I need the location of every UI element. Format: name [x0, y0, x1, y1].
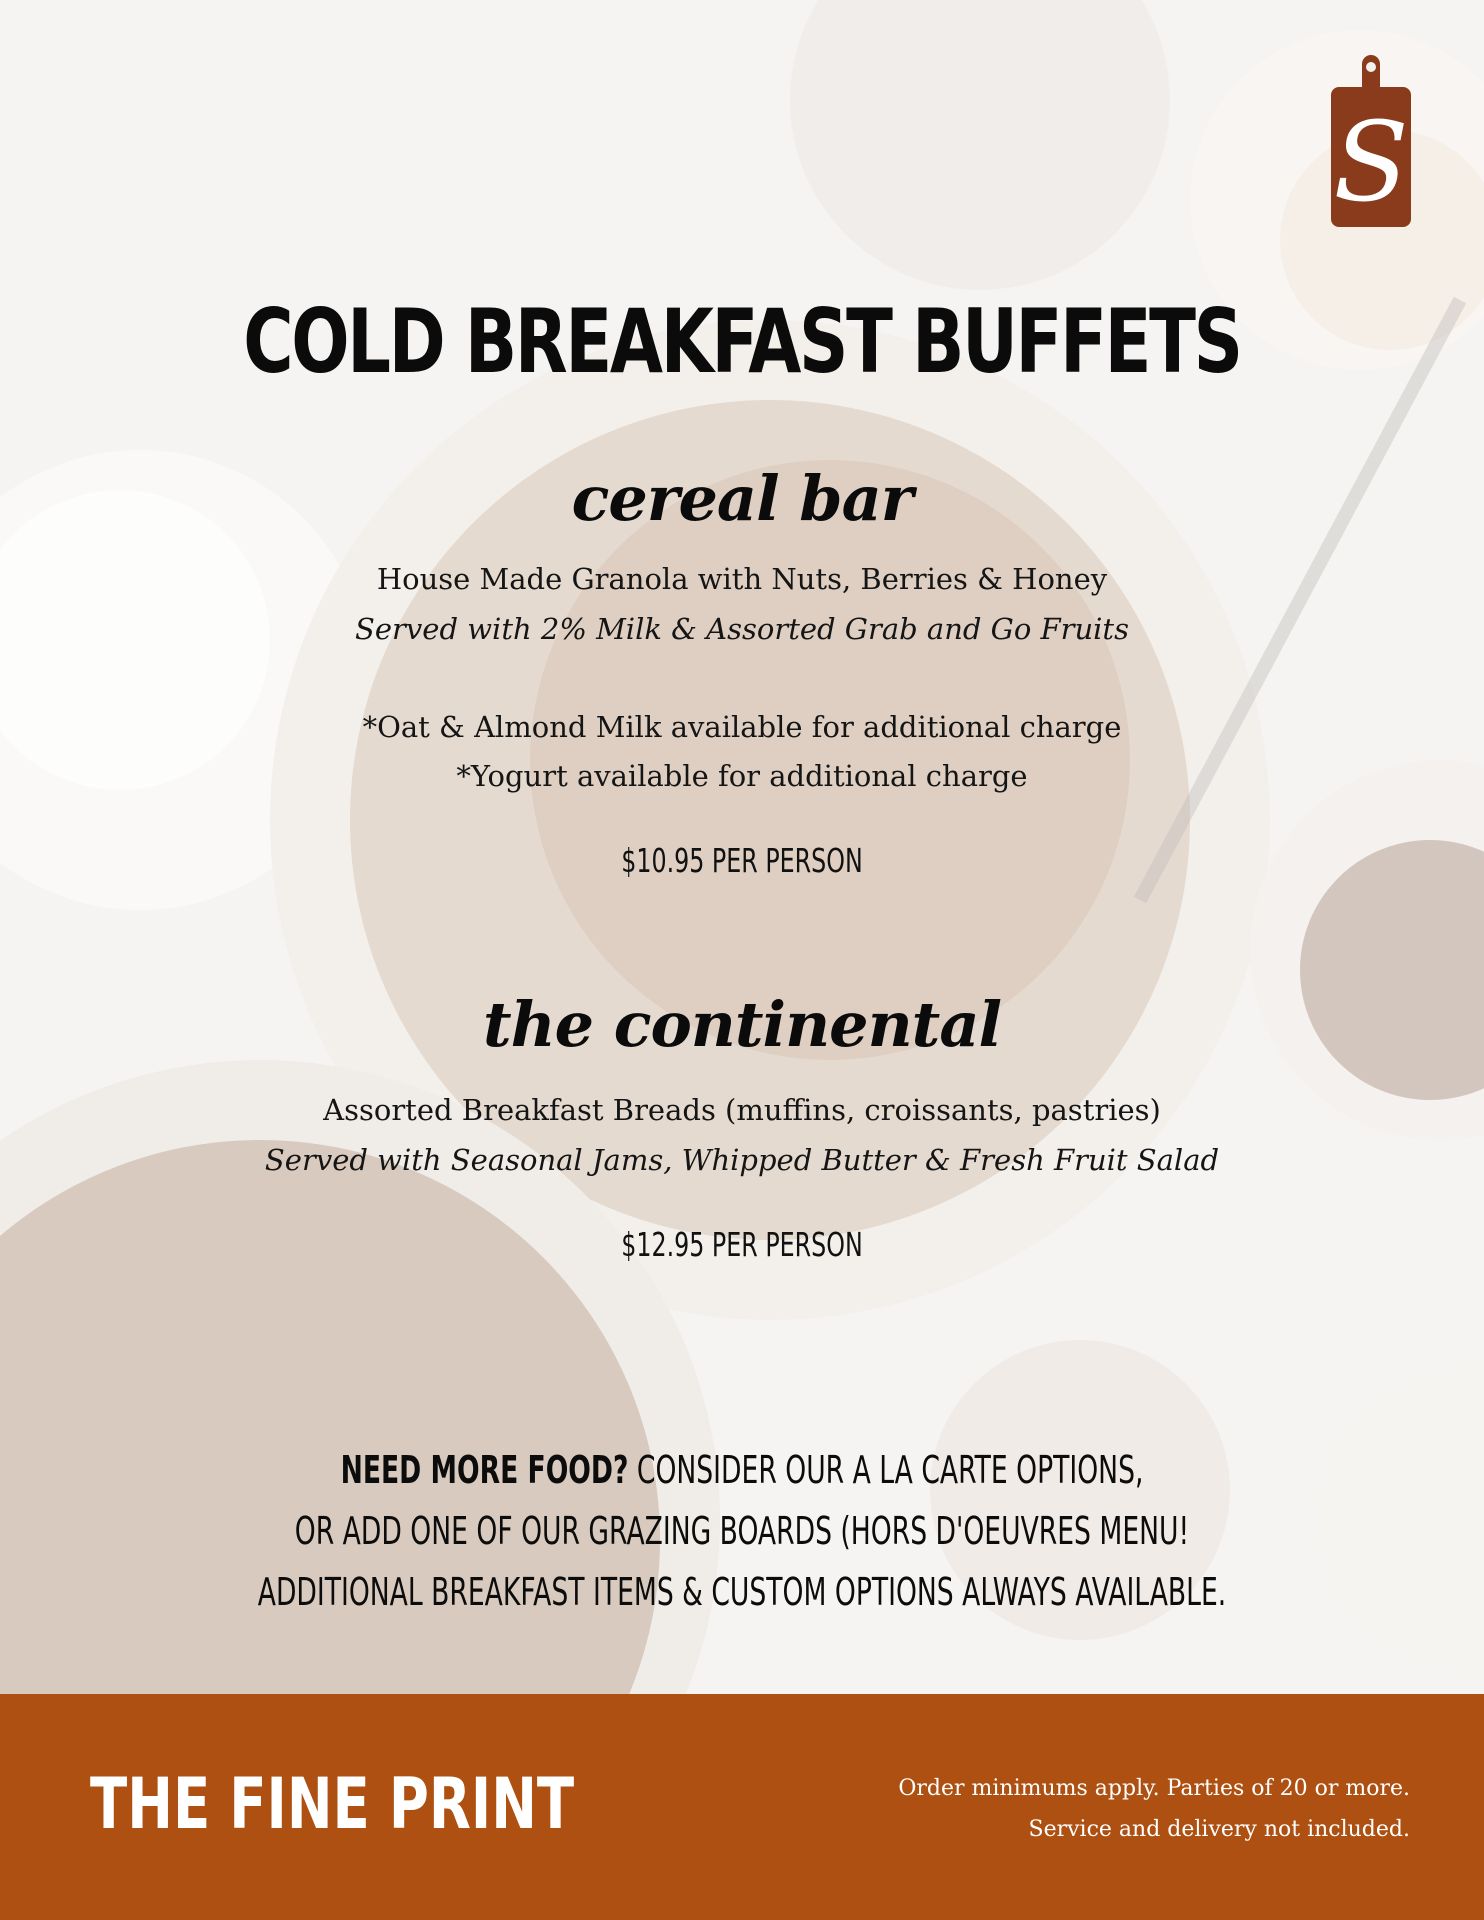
cta-line-2: OR ADD ONE OF OUR GRAZING BOARDS (HORS D'OEUVRES MENU! [294, 1509, 1190, 1553]
fine-print-line-1: Order minimums apply. Parties of 20 or more. [898, 1776, 1410, 1801]
cta-lead: NEED MORE FOOD? [340, 1448, 629, 1492]
cereal-price: $10.95 PER PERSON [621, 841, 863, 880]
cta-line-1 [223, 1440, 1262, 1501]
logo-letter: S [1333, 98, 1409, 226]
continental-line-2: Served with Seasonal Jams, Whipped Butter & Fresh Fruit Salad [264, 1143, 1220, 1177]
cereal-line-3: *Oat & Almond Milk available for additional charge [362, 710, 1122, 744]
continental-price: $12.95 PER PERSON [621, 1225, 863, 1264]
fine-print-line-2: Service and delivery not included. [1028, 1817, 1410, 1842]
fine-print-text [898, 1768, 1410, 1850]
cereal-line-1: House Made Granola with Nuts, Berries & Honey [376, 562, 1108, 596]
cereal-line-2: Served with 2% Milk & Assorted Grab and Go Fruits [355, 612, 1129, 646]
page-title: COLD BREAKFAST BUFFETS [243, 290, 1241, 393]
continental-line-1: Assorted Breakfast Breads (muffins, croissants, pastries) [323, 1093, 1161, 1127]
section-title-cereal-bar: cereal bar [571, 462, 913, 535]
cereal-line-4: *Yogurt available for additional charge [456, 759, 1028, 793]
cta-line-3: ADDITIONAL BREAKFAST ITEMS & CUSTOM OPTIONS ALWAYS AVAILABLE. [257, 1570, 1227, 1614]
section-title-continental: the continental [482, 988, 1002, 1061]
fine-print-footer [0, 1694, 1484, 1920]
cutting-board-logo-icon [1325, 55, 1417, 230]
fine-print-title: THE FINE PRINT [90, 1763, 575, 1845]
cta-line-1-text: CONSIDER OUR A LA CARTE OPTIONS, [628, 1448, 1144, 1492]
